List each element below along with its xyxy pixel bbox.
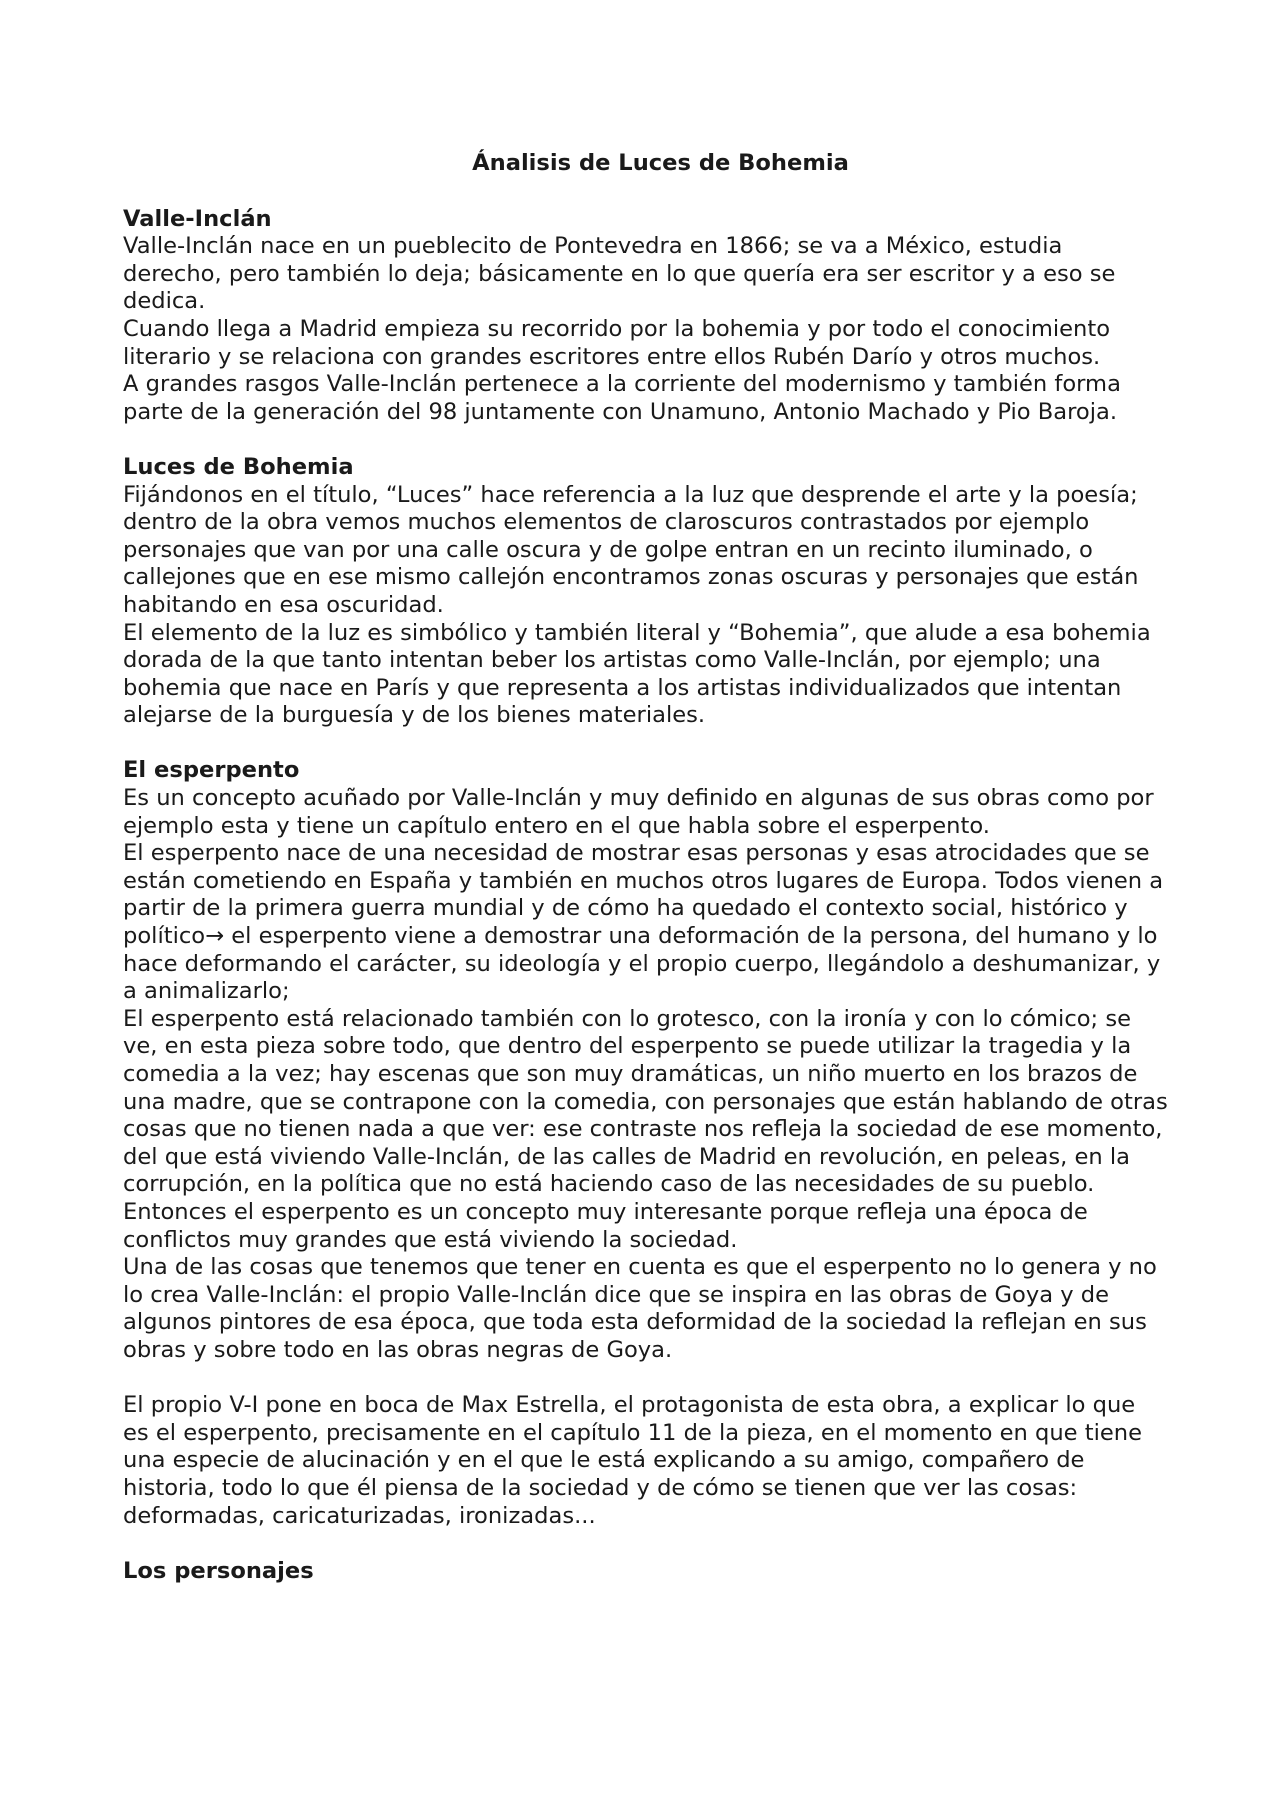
document-page bbox=[123, 150, 1168, 1613]
paragraph: Es un concepto acuñado por Valle-Inclán y muy definido en algunas de sus obras como por ejemplo esta y tiene un capítulo entero en el que habla sobre el esperpento. bbox=[123, 785, 1154, 839]
section-los-personajes bbox=[123, 1558, 1168, 1586]
section-heading: Luces de Bohemia bbox=[123, 453, 354, 480]
paragraph: Una de las cosas que tenemos que tener en cuenta es que el esperpento no lo genera y no lo crea Valle-Inclán: el propio Valle-Inclán dice que se inspira en las obras de Goya y de algunos pintores de esa época, que toda esta deformidad de la sociedad la reflejan en sus obras y sobre todo en las obras negras de Goya. bbox=[123, 1254, 1157, 1363]
section-luces-de-bohemia bbox=[123, 454, 1168, 730]
paragraph: El esperpento está relacionado también con lo grotesco, con la ironía y con lo cómico; se ve, en esta pieza sobre todo, que dentro del esperpento se puede utilizar la tragedia y la comedia a la vez; hay escenas que son muy dramáticas, un niño muerto en los brazos de una madre, que se contrapone con la comedia, con personajes que están hablando de otras cosas que no tienen nada a que ver: ese contraste nos refleja la sociedad de ese momento, del que está viviendo Valle-Inclán, de las calles de Madrid en revolución, en peleas, en la corrupción, en la política que no está haciendo caso de las necesidades de su pueblo. bbox=[123, 1005, 1168, 1198]
paragraph: El esperpento nace de una necesidad de mostrar esas personas y esas atrocidades que se están cometiendo en España y también en muchos otros lugares de Europa. Todos vienen a partir de la primera guerra mundial y de cómo ha quedado el contexto social, histórico y político→ el esperpento viene a demostrar una deformación de la persona, del humano y lo hace deformando el carácter, su ideología y el propio cuerpo, llegándolo a deshumanizar, y a animalizarlo; bbox=[123, 840, 1164, 1005]
paragraph: El elemento de la luz es simbólico y también literal y “Bohemia”, que alude a esa bohemia dorada de la que tanto intentan beber los artistas como Valle-Inclán, por ejemplo; una bohemia que nace en París y que representa a los artistas individualizados que intentan alejarse de la burguesía y de los bienes materiales. bbox=[123, 619, 1151, 729]
section-max-estrella bbox=[123, 1392, 1168, 1530]
paragraph: Entonces el esperpento es un concepto muy interesante porque refleja una época de conflictos muy grandes que está viviendo la sociedad. bbox=[123, 1198, 1088, 1253]
section-heading: Valle-Inclán bbox=[123, 205, 272, 232]
section-heading: Los personajes bbox=[123, 1557, 314, 1584]
paragraph: Fijándonos en el título, “Luces” hace referencia a la luz que desprende el arte y la poesía; dentro de la obra vemos muchos elementos de claroscuros contrastados por ejemplo personajes que van por una calle oscura y de golpe entran en un recinto iluminado, o callejones que en ese mismo callejón encontramos zonas oscuras y personajes que están habitando en esa oscuridad. bbox=[123, 481, 1139, 618]
paragraph: Cuando llega a Madrid empieza su recorrido por la bohemia y por todo el conocimiento literario y se relaciona con grandes escritores entre ellos Rubén Darío y otros muchos. bbox=[123, 315, 1111, 370]
section-valle-inclan bbox=[123, 206, 1168, 427]
paragraph: El propio V-I pone en boca de Max Estrella, el protagonista de esta obra, a explicar lo que es el esperpento, precisamente en el capítulo 11 de la pieza, en el momento en que tiene una especie de alucinación y en el que le está explicando a su amigo, compañero de historia, todo lo que él piensa de la sociedad y de cómo se tienen que ver las cosas: deformadas, caricaturizadas, ironizadas... bbox=[123, 1392, 1142, 1529]
document-title: Ánalisis de Luces de Bohemia bbox=[472, 150, 849, 176]
paragraph: A grandes rasgos Valle-Inclán pertenece a la corriente del modernismo y también forma parte de la generación del 98 juntamente con Unamuno, Antonio Machado y Pio Baroja. bbox=[123, 371, 1121, 425]
section-el-esperpento bbox=[123, 757, 1168, 1364]
paragraph: Valle-Inclán nace en un pueblecito de Pontevedra en 1866; se va a México, estudia derecho, pero también lo deja; básicamente en lo que quería era ser escritor y a eso se dedica. bbox=[123, 233, 1116, 315]
section-heading: El esperpento bbox=[123, 757, 300, 784]
